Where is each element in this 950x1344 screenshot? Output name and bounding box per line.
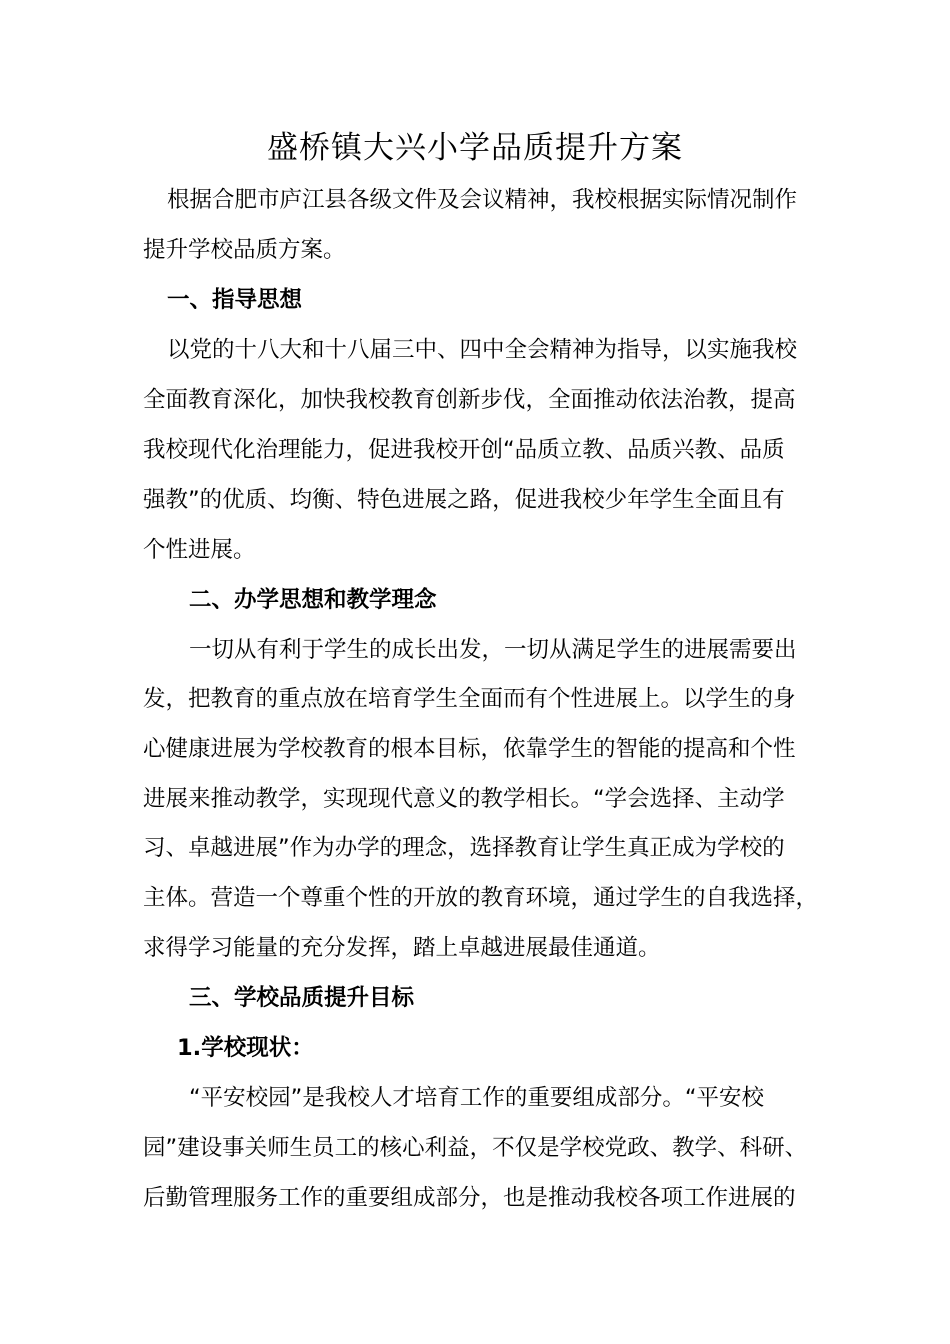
section1-line-2: 全面教育深化，加快我校教育创新步伐，全面推动依法治教，提高 [143, 387, 796, 413]
section1-line-1: 以党的十八大和十八届三中、四中全会精神为指导，以实施我校 [167, 337, 798, 363]
section2-line-6: 主体。营造一个尊重个性的开放的教育环境，通过学生的自我选择， [143, 885, 819, 911]
section2-line-3: 心健康进展为学校教育的根本目标，依靠学生的智能的提高和个性 [143, 736, 796, 762]
intro-line-1: 根据合肥市庐江县各级文件及会议精神，我校根据实际情况制作 [167, 187, 798, 213]
section3-line-3: 后勤管理服务工作的重要组成部分，也是推动我校各项工作进展的 [143, 1185, 796, 1211]
section2-heading: 二、办学思想和教学理念 [189, 587, 437, 613]
section2-line-5: 习、卓越进展”作为办学的理念，选择教育让学生真正成为学校的 [143, 835, 785, 861]
section1-line-5: 个性进展。 [143, 537, 256, 563]
section1-line-4: 强教”的优质、均衡、特色进展之路，促进我校少年学生全面且有 [143, 487, 785, 513]
section3-line-2: 园”建设事关师生员工的核心利益，不仅是学校党政、教学、科研、 [143, 1135, 808, 1161]
intro-line-2: 提升学校品质方案。 [143, 237, 346, 263]
section2-line-7: 求得学习能量的充分发挥，踏上卓越进展最佳通道。 [143, 935, 661, 961]
document-title: 盛桥镇大兴小学品质提升方案 [267, 130, 683, 166]
section1-line-3: 我校现代化治理能力，促进我校开创“品质立教、品质兴教、品质 [143, 437, 785, 463]
section1-heading: 一、指导思想 [167, 287, 303, 313]
section3-line-1: “平安校园”是我校人才培育工作的重要组成部分。“平安校 [189, 1085, 764, 1111]
section2-line-4: 进展来推动教学，实现现代意义的教学相长。“学会选择、主动学 [143, 786, 785, 812]
section2-line-2: 发，把教育的重点放在培育学生全面而有个性进展上。以学生的身 [143, 686, 796, 712]
section3-heading: 三、学校品质提升目标 [189, 985, 415, 1011]
section2-line-1: 一切从有利于学生的成长出发，一切从满足学生的进展需要出 [189, 637, 797, 663]
section3-subheading: 1.学校现状： [177, 1035, 314, 1061]
